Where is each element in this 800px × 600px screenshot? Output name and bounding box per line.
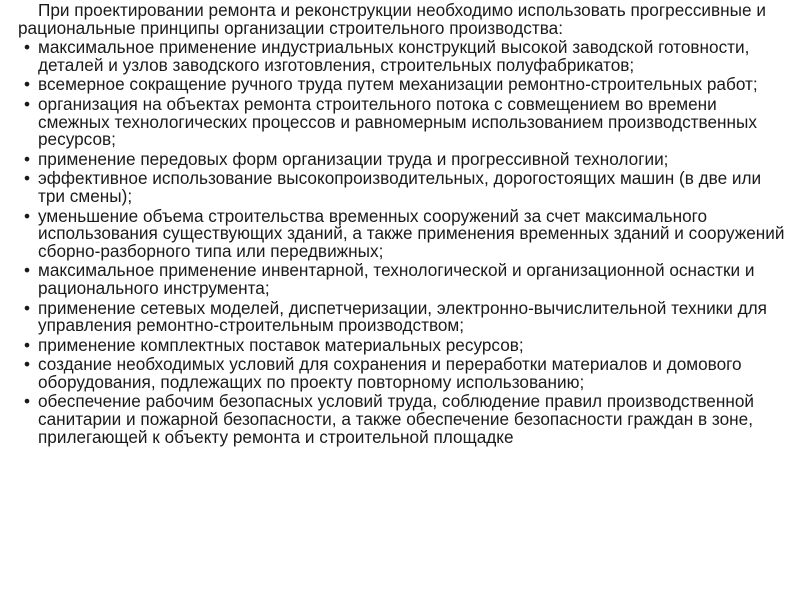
list-item [18,93,786,150]
bullet-icon: • [23,260,31,281]
bullet-icon: • [23,168,31,189]
bullet-icon: • [23,334,31,355]
bullet-icon: • [23,354,31,375]
list-item-text: эффективное использование высокопроизводительных, дорогостоящих машин (в две или три смены); [38,168,762,206]
list-item-text: максимальное применение инвентарной, технологической и организационной оснастки и рационального инструмента; [38,260,755,298]
bullet-icon: • [23,391,31,412]
list-item-text: максимальное применение индустриальных конструкций высокой заводской готовности, деталей и узлов заводского изготовления, строительных полуфабрикатов; [38,37,750,75]
list-item [18,356,786,391]
bullet-icon: • [23,297,31,318]
list-item [18,334,786,355]
list-item [18,39,786,74]
bullet-icon: • [23,37,31,58]
list-item-text: применение комплектных поставок материальных ресурсов; [38,334,524,355]
list-item-text: всемерное сокращение ручного труда путем механизации ремонтно-строительных работ; [38,74,758,95]
list-item [18,205,786,261]
list-item [18,393,786,446]
list-item-text: создание необходимых условий для сохранения и переработки материалов и домового оборудования, подлежащих по проекту повторному использованию; [38,354,742,392]
list-item [18,76,786,94]
bullet-icon: • [23,205,31,226]
list-item [18,148,786,169]
intro-paragraph: При проектировании ремонта и реконструкции необходимо использовать прогрессивные и рациональные принципы организации строительного производства: [18,0,766,38]
bullet-icon: • [23,74,31,95]
list-item-text: организация на объектах ремонта строительного потока с совмещением во времени смежных технологических процессов и равномерным использованием производственных ресурсов; [38,93,757,150]
list-item-text: обеспечение рабочим безопасных условий труда, соблюдение правил производственной санитарии и пожарной безопасности, а также обеспечение безопасности граждан в зоне, прилегающей к объекту ремонта и строительной площадке [38,391,755,447]
list-item-text: применение передовых форм организации труда и прогрессивной технологии; [38,148,669,169]
list-item [18,170,786,205]
list-item [18,297,786,336]
principles-list [18,39,786,446]
list-item-text: уменьшение объема строительства временных сооружений за счет максимального использования существующих зданий, а также применения временных зданий и сооружений сборно-разборного типа или передвижных; [38,205,785,261]
list-item-text: применение сетевых моделей, диспетчеризации, электронно-вычислительной техники для управления ремонтно-строительным производством; [38,297,767,336]
list-item [18,262,786,297]
bullet-icon: • [23,93,31,114]
bullet-icon: • [23,148,31,169]
